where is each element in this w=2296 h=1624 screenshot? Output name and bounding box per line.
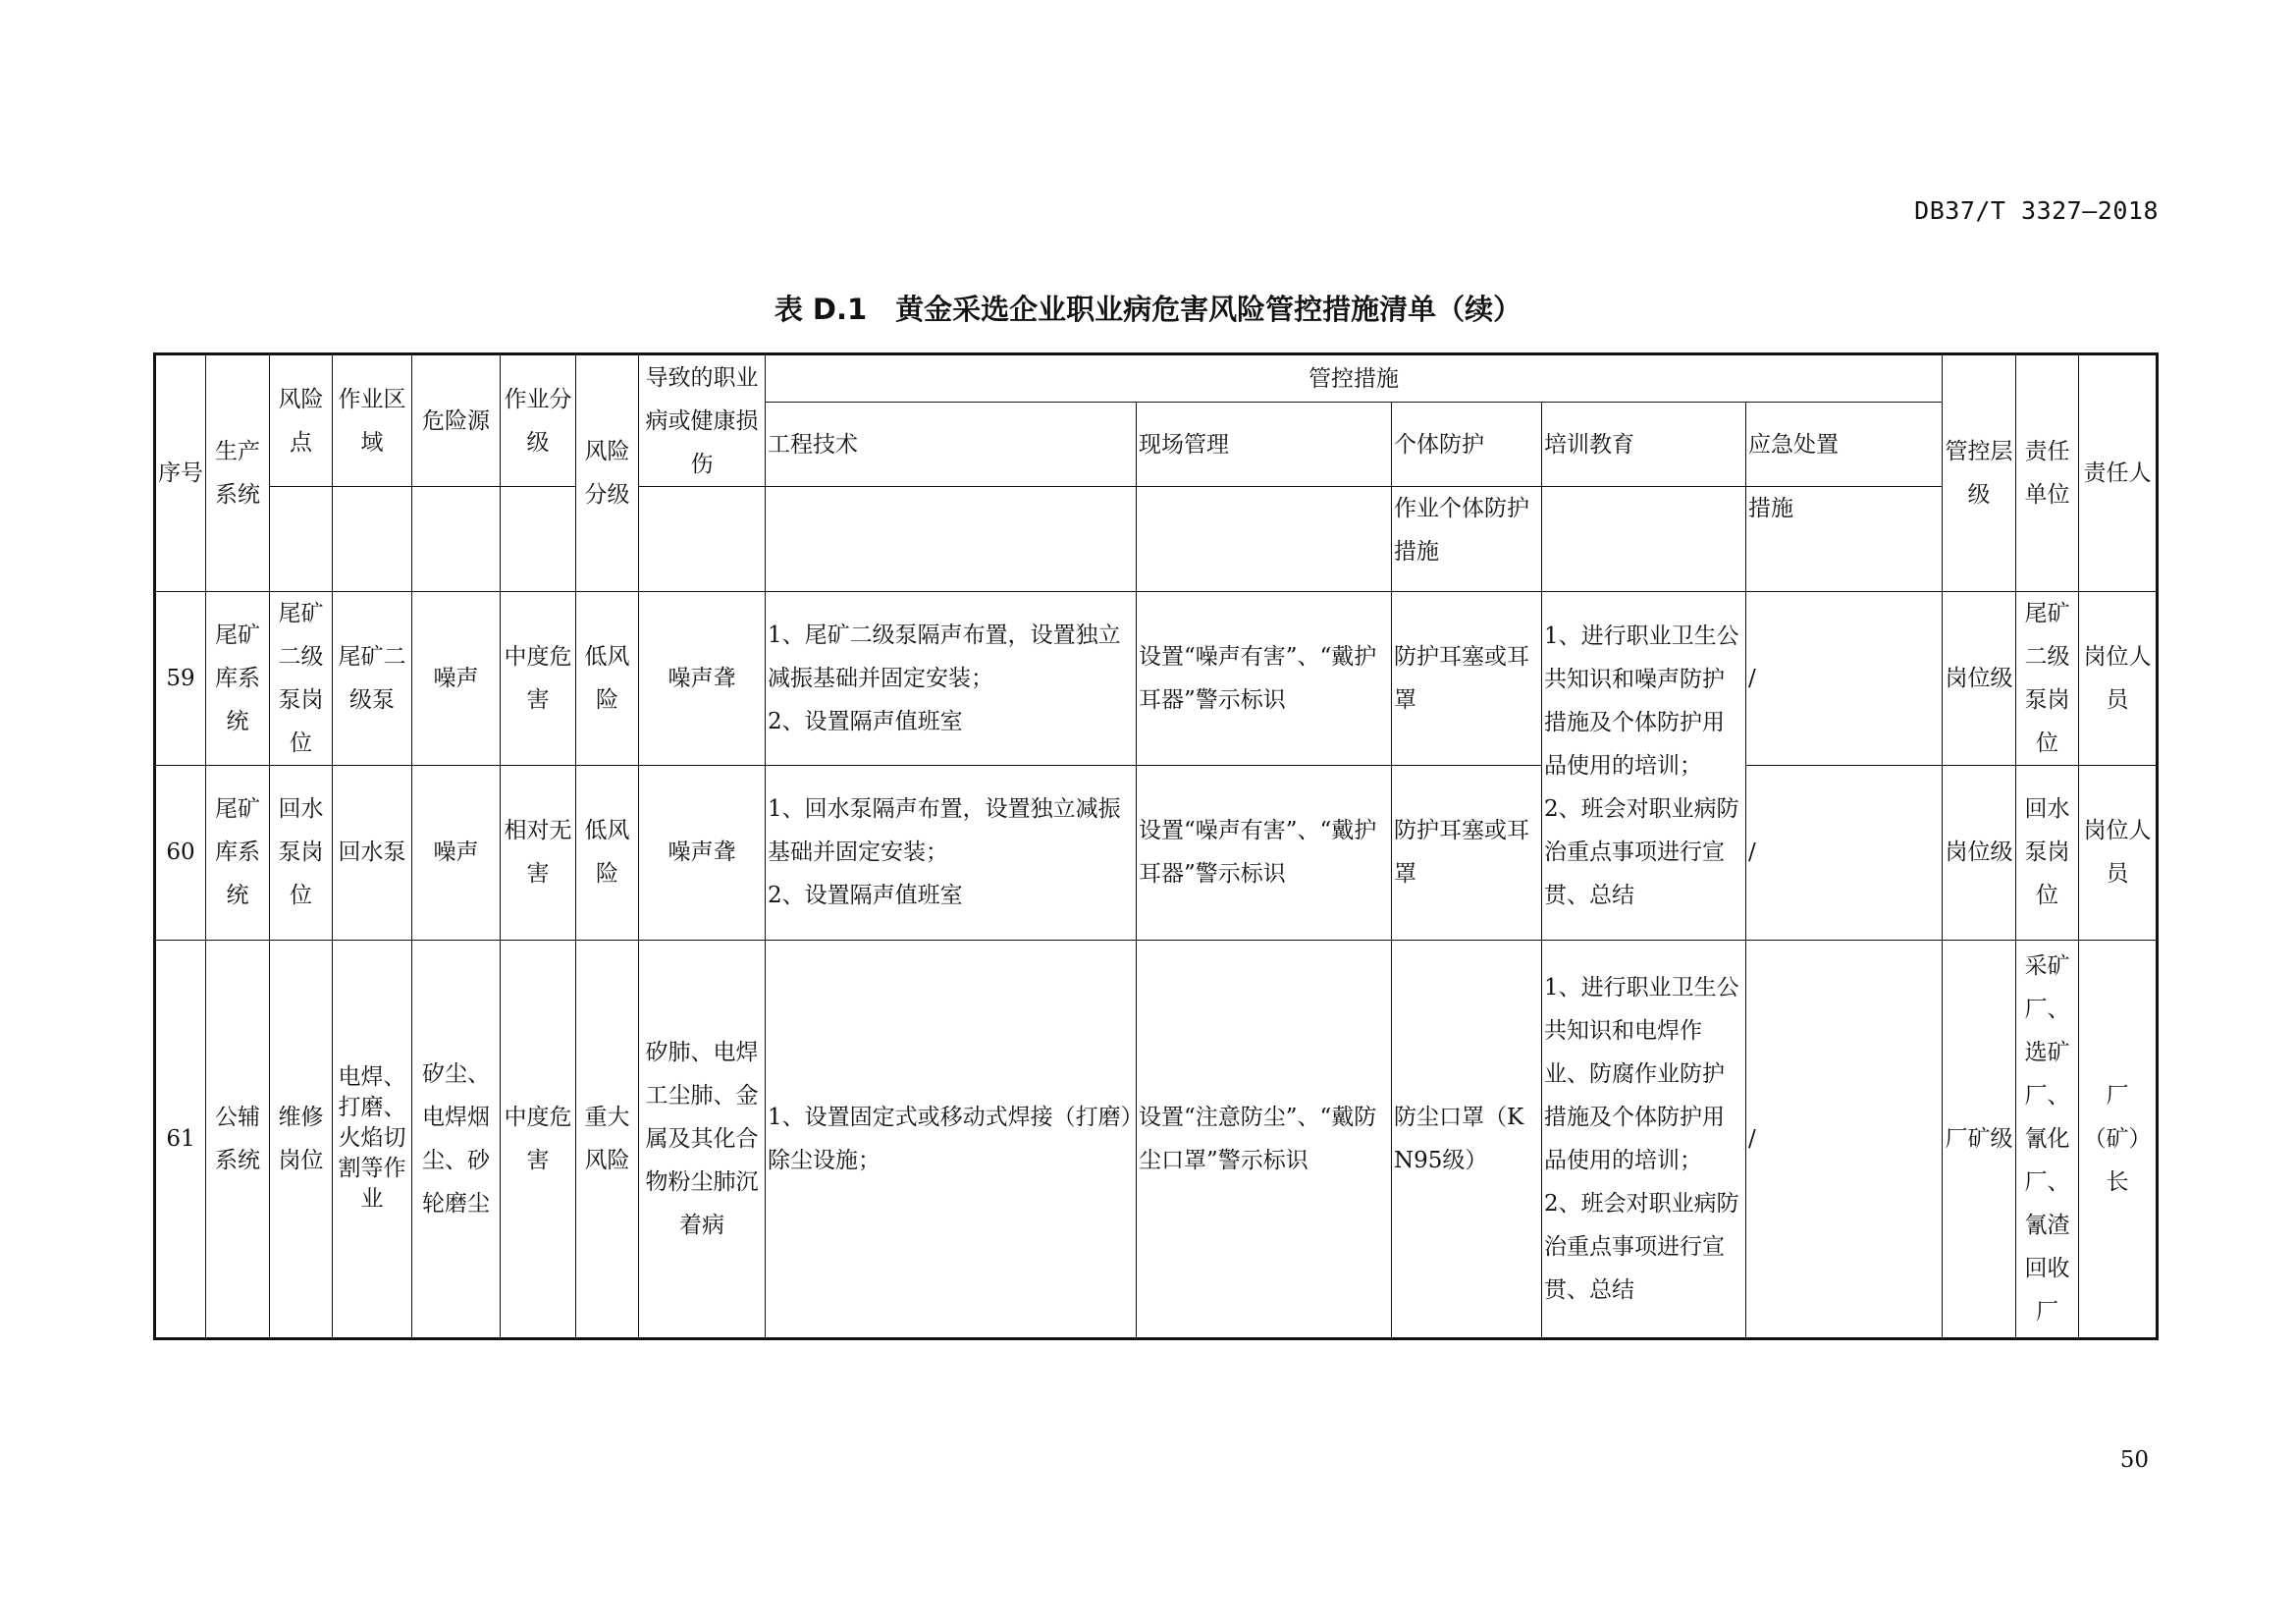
row-system: 尾矿库系统 (206, 766, 270, 941)
header-empty (333, 487, 412, 591)
header-seq: 序号 (155, 354, 206, 592)
header-ppe: 个体防护 (1392, 403, 1542, 487)
header-empty (1542, 487, 1746, 591)
table-row (155, 591, 2158, 766)
header-risk-grade: 风险分级 (576, 354, 639, 592)
row-control-level: 岗位级 (1943, 591, 2016, 766)
row-unit: 采矿厂、选矿厂、氰化厂、氰渣回收厂 (2016, 940, 2079, 1338)
engineering-line: 1、尾矿二级泵隔声布置，设置独立减振基础并固定安装； (768, 622, 1121, 691)
training-line: 1、进行职业卫生公共知识和噪声防护措施及个体防护用品使用的培训； (1544, 623, 1739, 779)
row-engineering (766, 591, 1137, 766)
row-emergency: / (1746, 766, 1943, 941)
header-measures: 管控措施 (766, 354, 1943, 403)
table-row (155, 940, 2158, 1338)
engineering-line: 1、设置固定式或移动式焊接（打磨）除尘设施； (768, 1104, 1133, 1173)
row-unit: 回水泵岗位 (2016, 766, 2079, 941)
header-work-area: 作业区域 (333, 354, 412, 487)
row-disease: 噪声聋 (639, 591, 766, 766)
row-seq: 60 (155, 766, 206, 941)
row-work-grade: 中度危害 (501, 591, 576, 766)
row-site-management: 设置“噪声有害”、“戴护耳器”警示标识 (1137, 766, 1392, 941)
table-title: 表 D.1 黄金采选企业职业病危害风险管控措施清单（续） (774, 293, 1522, 326)
row-training (1542, 940, 1746, 1338)
header-emergency: 应急处置 (1746, 403, 1943, 487)
row-ppe: 防护耳塞或耳罩 (1392, 591, 1542, 766)
header-emergency-sub: 措施 (1746, 487, 1943, 591)
row-risk-grade: 重大风险 (576, 940, 639, 1338)
row-training-shared (1542, 591, 1746, 940)
row-risk-point: 尾矿二级泵岗位 (270, 591, 333, 766)
header-empty (501, 487, 576, 591)
row-ppe: 防护耳塞或耳罩 (1392, 766, 1542, 941)
row-work-area: 电焊、打磨、火焰切割等作业 (333, 940, 412, 1338)
row-work-area: 尾矿二级泵 (333, 591, 412, 766)
row-disease: 噪声聋 (639, 766, 766, 941)
header-risk-point: 风险点 (270, 354, 333, 487)
row-work-grade: 中度危害 (501, 940, 576, 1338)
header-empty (412, 487, 501, 591)
header-training: 培训教育 (1542, 403, 1746, 487)
document-code: DB37/T 3327—2018 (1914, 196, 2159, 225)
header-control-level: 管控层级 (1943, 354, 2016, 592)
risk-control-table (153, 352, 2159, 1340)
engineering-line: 2、设置隔声值班室 (768, 883, 963, 909)
row-work-grade: 相对无害 (501, 766, 576, 941)
header-unit: 责任单位 (2016, 354, 2079, 592)
row-ppe: 防尘口罩（KN95级） (1392, 940, 1542, 1338)
row-disease: 矽肺、电焊工尘肺、金属及其化合物粉尘肺沉着病 (639, 940, 766, 1338)
row-hazard: 矽尘、电焊烟尘、砂轮磨尘 (412, 940, 501, 1338)
row-person: 岗位人员 (2079, 591, 2158, 766)
row-system: 尾矿库系统 (206, 591, 270, 766)
header-disease: 导致的职业病或健康损伤 (639, 354, 766, 487)
row-emergency: / (1746, 591, 1943, 766)
row-control-level: 岗位级 (1943, 766, 2016, 941)
engineering-line: 2、设置隔声值班室 (768, 708, 963, 734)
header-person: 责任人 (2079, 354, 2158, 592)
row-engineering (766, 766, 1137, 941)
page-number: 50 (2119, 1447, 2149, 1473)
row-emergency: / (1746, 940, 1943, 1338)
header-empty (270, 487, 333, 591)
header-site-management: 现场管理 (1137, 403, 1392, 487)
row-seq: 61 (155, 940, 206, 1338)
row-system: 公辅系统 (206, 940, 270, 1338)
row-seq: 59 (155, 591, 206, 766)
row-site-management: 设置“注意防尘”、“戴防尘口罩”警示标识 (1137, 940, 1392, 1338)
engineering-line: 1、回水泵隔声布置，设置独立减振基础并固定安装； (768, 796, 1121, 866)
header-system: 生产系统 (206, 354, 270, 592)
row-hazard: 噪声 (412, 766, 501, 941)
header-empty (766, 487, 1137, 591)
training-line: 2、班会对职业病防治重点事项进行宣贯、总结 (1544, 1190, 1739, 1303)
row-risk-point: 维修岗位 (270, 940, 333, 1338)
row-hazard: 噪声 (412, 591, 501, 766)
row-person: 岗位人员 (2079, 766, 2158, 941)
row-work-area: 回水泵 (333, 766, 412, 941)
header-empty (639, 487, 766, 591)
training-line: 2、班会对职业病防治重点事项进行宣贯、总结 (1544, 795, 1739, 908)
training-line: 1、进行职业卫生公共知识和电焊作业、防腐作业防护措施及个体防护用品使用的培训； (1544, 974, 1739, 1173)
row-risk-grade: 低风险 (576, 591, 639, 766)
row-control-level: 厂矿级 (1943, 940, 2016, 1338)
header-engineering: 工程技术 (766, 403, 1137, 487)
row-risk-point: 回水泵岗位 (270, 766, 333, 941)
table-row (155, 766, 2158, 941)
row-unit: 尾矿二级泵岗位 (2016, 591, 2079, 766)
row-person: 厂（矿）长 (2079, 940, 2158, 1338)
row-engineering (766, 940, 1137, 1338)
header-hazard: 危险源 (412, 354, 501, 487)
header-ppe-sub: 作业个体防护措施 (1392, 487, 1542, 591)
row-site-management: 设置“噪声有害”、“戴护耳器”警示标识 (1137, 591, 1392, 766)
header-work-grade: 作业分级 (501, 354, 576, 487)
header-empty (1137, 487, 1392, 591)
row-risk-grade: 低风险 (576, 766, 639, 941)
